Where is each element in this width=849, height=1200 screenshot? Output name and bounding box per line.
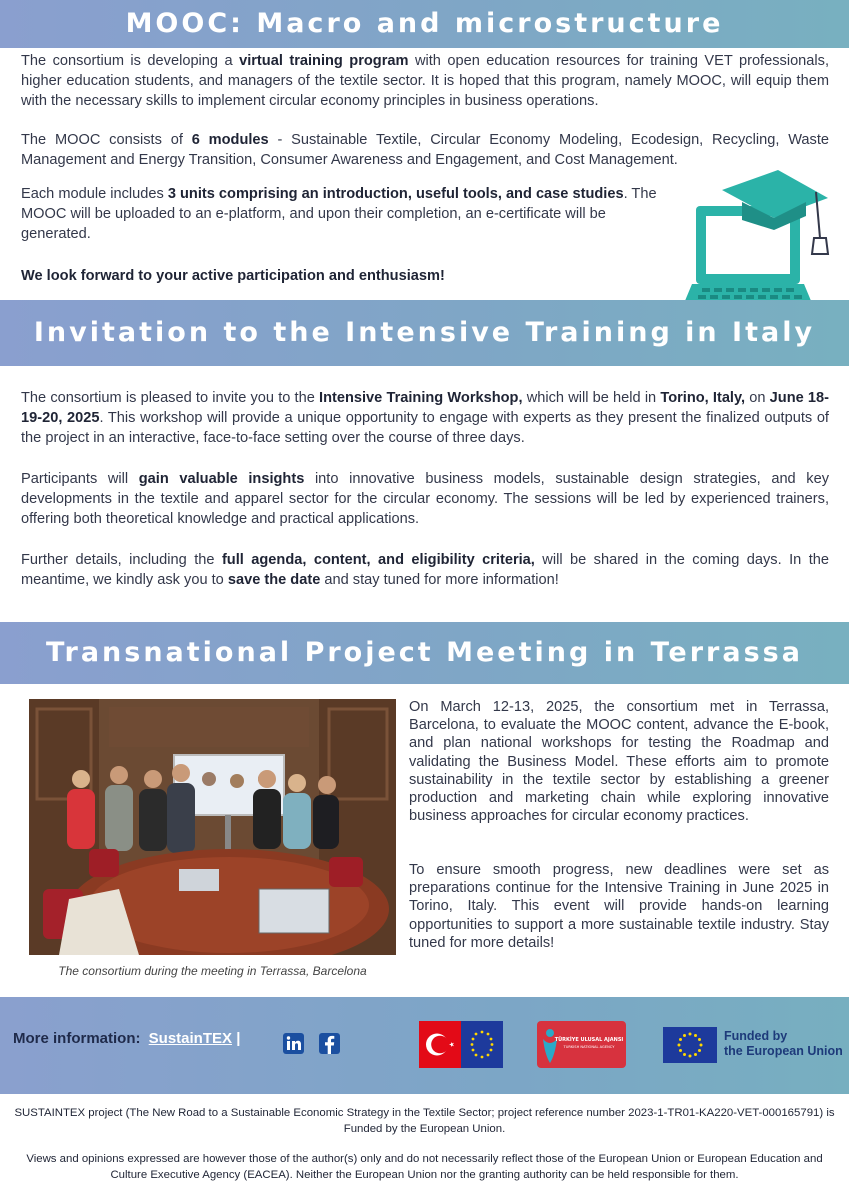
training-paragraph-2: Participants will gain valuable insights into innovative business models, sustainable design strategies, and key developments in the textile and apparel sector for the circular economy. The sessions will be led by experienced trainers, offering both theoretical knowledge and practical applications. [21,471,830,528]
meeting-paragraph-2: To ensure smooth progress, new deadlines were set as preparations continue for the Intensive Training in June 2025 in Torino, Italy. This event will provide hands-on learning opportunities to support a more sustainable textile industry. Stay tuned for more details! [409,862,829,951]
eu-funded-line-2: the European Union [724,1044,843,1058]
more-information [13,1030,240,1047]
section-title-intensive-training: Invitation to the Intensive Training in Italy [0,300,849,366]
more-information-label: More information: [13,1030,141,1047]
laptop-graduation-cap-icon [682,168,832,316]
training-paragraph-1: The consortium is pleased to invite you to the Intensive Training Workshop, which will be held in Torino, Italy, on June 18-19-20, 2025. This workshop will provide a unique opportunity to engage with experts as they present the finalized outputs of the project in an interactive, face-to-face setting over the course of three days. [21,390,830,447]
section-title-terrassa-meeting: Transnational Project Meeting in Terrassa [0,622,849,684]
mooc-paragraph-1: The consortium is developing a virtual training program with open education resources for training VET professionals, higher education students, and managers of the textile sector. It is hoped that this program, namely MOOC, will equip them with the necessary skills to implement circular economy principles in business operations. [21,53,830,110]
mooc-closing-line: We look forward to your active participation and enthusiasm! [21,268,445,284]
sustaintex-link[interactable]: SustainTEX [148,1030,233,1047]
section-title-mooc: MOOC: Macro and microstructure [0,0,849,48]
footer-bar [0,997,849,1094]
meeting-paragraph-1: On March 12-13, 2025, the consortium met in Terrassa, Barcelona, to evaluate the MOOC content, advance the E-book, and plan national workshops for testing the Roadmap and validating the Business Model. These efforts aim to promote sustainability in the textile sector by establishing a greener production and marketing chain while exploring innovative business approaches for circular economy practices. [409,699,829,825]
eu-disclaimer-text: Views and opinions expressed are however those of the author(s) only and do not necessarily reflect those of the European Union or European Education and Culture Executive Agency (EACEA). Neither the European Union nor the granting authority can be held responsible for them. [26,1153,823,1181]
training-paragraph-3: Further details, including the full agenda, content, and eligibility criteria, will be shared in the coming days. In the meantime, we kindly ask you to save the date and stay tuned for more information! [21,552,829,589]
mooc-paragraph-3: Each module includes 3 units comprising an introduction, useful tools, and case studies. The MOOC will be uploaded to an e-platform, and upon their completion, an e-certificate will be generated. [21,186,657,243]
project-reference-text: SUSTAINTEX project (The New Road to a Sustainable Economic Strategy in the Textile Sector; project reference number 2023-1-TR01-KA220-VET-000165791) is Funded by the European Union. [14,1107,835,1135]
mooc-paragraph-2: The MOOC consists of 6 modules - Sustainable Textile, Circular Economy Modeling, Ecodesign, Recycling, Waste Management and Energy Transition, Consumer Awareness and Engagement, and Cost Management. [21,132,830,169]
link-separator: | [236,1030,241,1047]
eu-funded-text [724,1029,843,1059]
turkish-national-agency-logo [537,1021,626,1068]
eu-flag-icon [663,1027,717,1063]
turkey-eu-flag-logo [419,1021,503,1068]
facebook-icon[interactable] [319,1033,340,1054]
eu-funded-line-1: Funded by [724,1029,788,1043]
agency-logo-subtext: TURKISH NATIONAL AGENCY [563,1045,615,1049]
photo-caption: The consortium during the meeting in Terrassa, Barcelona [58,964,367,978]
meeting-photo [29,699,396,955]
linkedin-icon[interactable] [283,1033,304,1054]
agency-logo-text: TÜRKİYE ULUSAL AJANSI [554,1037,624,1043]
